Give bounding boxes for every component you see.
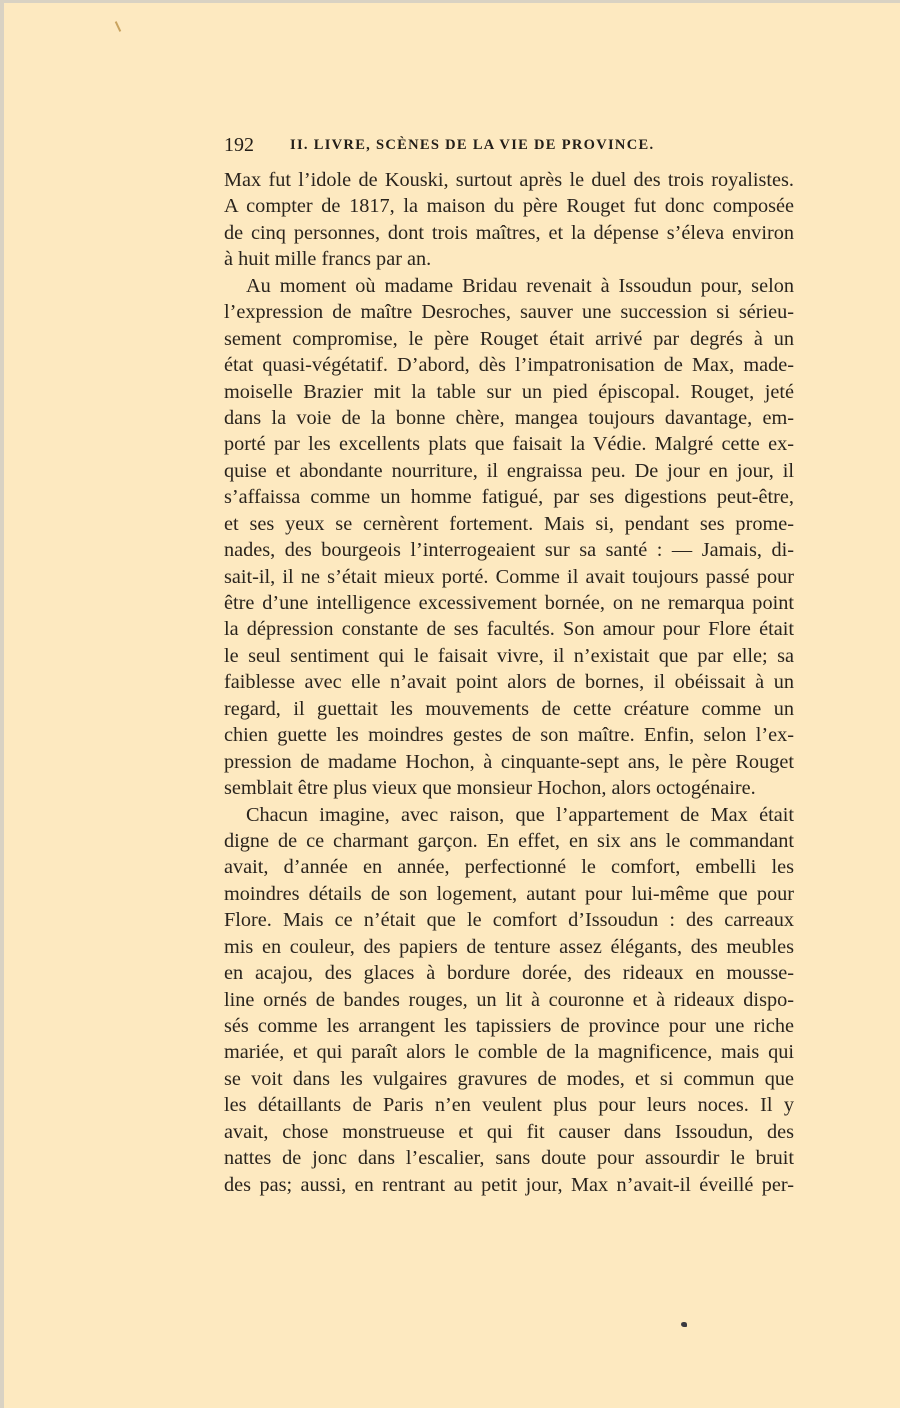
text-line: être d’une intelligence excessivement bornée, on ne remarqua point [224, 592, 794, 614]
text-line: sés comme les arrangent les tapissiers de province pour une riche [224, 1015, 794, 1037]
text-line: les détaillants de Paris n’en veulent plus pour leurs noces. Il y [224, 1094, 794, 1117]
text-line: avait, d’année en année, perfectionné le comfort, embelli les [224, 856, 794, 879]
text-line: porté par les excellents plats que faisait la Védie. Malgré cette ex- [224, 433, 794, 456]
text-line: digne de ce charmant garçon. En effet, en six ans le commandant [224, 829, 794, 852]
text-line: sait-il, il ne s’était mieux porté. Comme il avait toujours passé pour [224, 565, 794, 588]
text-line: regard, il guettait les mouvements de cette créature comme un [224, 697, 794, 720]
text-line: des pas; aussi, en rentrant au petit jour, Max n’avait-il éveillé per- [224, 1173, 794, 1196]
text-line: dans la voie de la bonne chère, mangea toujours davantage, em- [224, 406, 794, 429]
text-line: Chacun imagine, avec raison, que l’appartement de Max était [246, 803, 794, 826]
text-line: chien guette les moindres gestes de son maître. Enfin, selon l’ex- [224, 724, 794, 747]
paper-blemish [115, 21, 121, 32]
body-text [224, 167, 794, 1198]
text-line: état quasi-végétatif. D’abord, dès l’impatronisation de Max, made- [224, 354, 794, 377]
text-line: Max fut l’idole de Kouski, surtout après le duel des trois royalistes. [224, 169, 794, 191]
text-line: mis en couleur, des papiers de tenture assez élégants, des meubles [224, 935, 794, 958]
text-line: nattes de jonc dans l’escalier, sans doute pour assourdir le bruit [224, 1147, 794, 1170]
text-line: A compter de 1817, la maison du père Rouget fut donc composée [224, 195, 794, 218]
text-line: la dépression constante de ses facultés. Son amour pour Flore était [224, 618, 794, 641]
text-line: nades, des bourgeois l’interrogeaient sur sa santé : — Jamais, di- [224, 539, 794, 562]
text-line: line ornés de bandes rouges, un lit à couronne et à rideaux dispo- [224, 988, 794, 1011]
text-line: Flore. Mais ce n’était que le comfort d’Issoudun : des carreaux [224, 909, 794, 932]
page-header [224, 134, 799, 160]
text-line: moiselle Brazier mit la table sur un pied épiscopal. Rouget, jeté [224, 380, 794, 403]
text-line: le seul sentiment qui le faisait vivre, il n’existait que par elle; sa [224, 644, 794, 667]
text-line: se voit dans les vulgaires gravures de modes, et si commun que [224, 1067, 794, 1090]
text-line: Au moment où madame Bridau revenait à Issoudun pour, selon [246, 274, 794, 297]
text-line: quise et abondante nourriture, il engraissa peu. De jour en jour, il [224, 459, 794, 482]
text-line: mariée, et qui paraît alors le comble de la magnificence, mais qui [224, 1041, 794, 1064]
ink-blot [681, 1322, 687, 1327]
text-line: à huit mille francs par an. [224, 248, 432, 271]
running-head: II. LIVRE, SCÈNES DE LA VIE DE PROVINCE. [290, 137, 655, 153]
page-number: 192 [224, 134, 254, 156]
text-line: s’affaissa comme un homme fatigué, par ses digestions peut-être, [224, 486, 794, 509]
text-line: l’expression de maître Desroches, sauver une succession si sérieu- [224, 301, 794, 324]
text-line: sement compromise, le père Rouget était arrivé par degrés à un [224, 327, 794, 350]
text-line: de cinq personnes, dont trois maîtres, et la dépense s’éleva environ [224, 221, 794, 244]
text-line: faiblesse avec elle n’avait point alors de bornes, il obéissait à un [224, 671, 794, 694]
text-line: et ses yeux se cernèrent fortement. Mais si, pendant ses prome- [224, 512, 794, 535]
text-line: moindres détails de son logement, autant pour lui-même que pour [224, 882, 794, 905]
text-line: avait, chose monstrueuse et qui fit causer dans Issoudun, des [224, 1120, 794, 1143]
text-line: pression de madame Hochon, à cinquante-sept ans, le père Rouget [224, 750, 794, 773]
text-line: semblait être plus vieux que monsieur Hochon, alors octogénaire. [224, 777, 756, 800]
text-line: en acajou, des glaces à bordure dorée, des rideaux en mousse- [224, 962, 794, 985]
